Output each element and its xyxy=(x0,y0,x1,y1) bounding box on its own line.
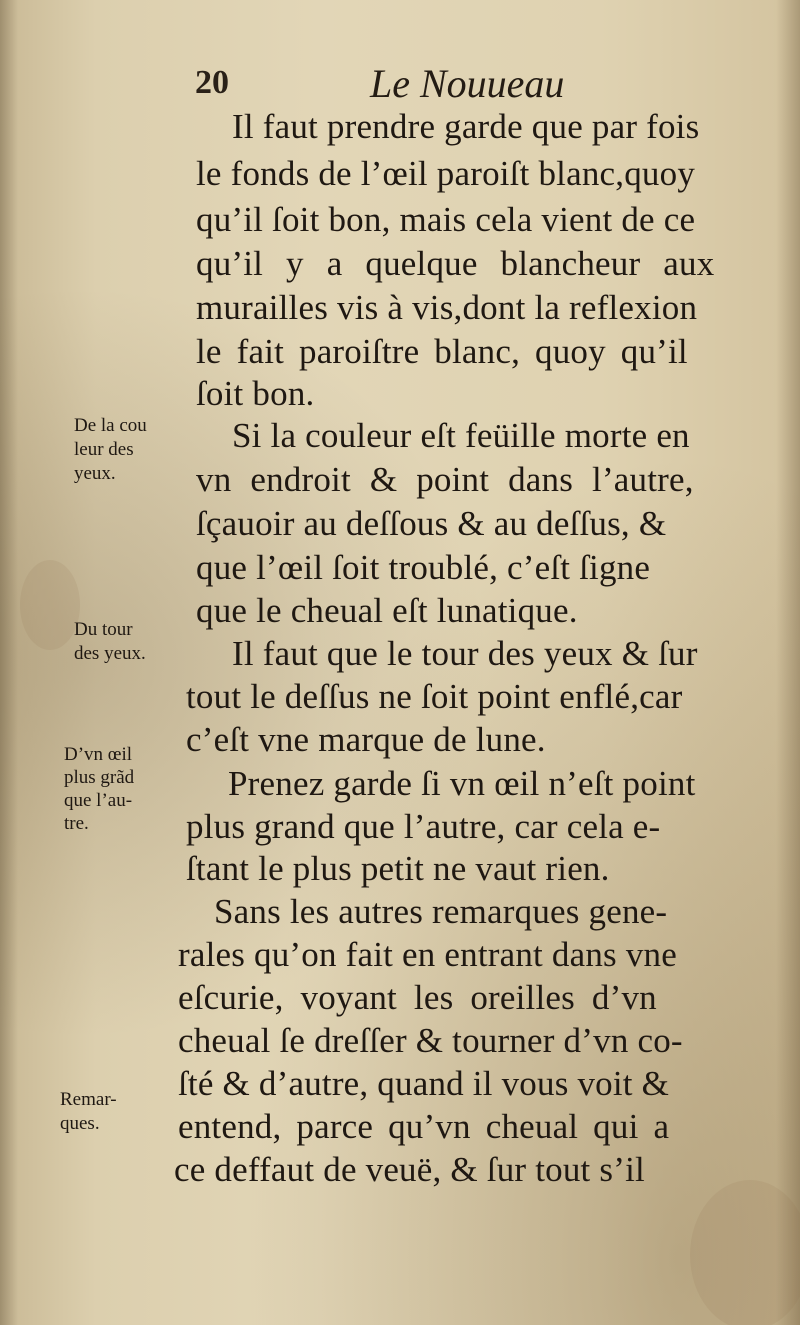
margin-note-line: plus grãd xyxy=(64,767,135,788)
text-line: Sans les autres remarques gene- xyxy=(214,892,668,931)
margin-note-line: leur des xyxy=(74,439,134,460)
text-line: tout le deſſus ne ſoit point enflé,car xyxy=(186,677,683,716)
text-line: murailles vis à vis,dont la reflexion xyxy=(196,288,698,327)
text-line: le fait paroiſtre blanc, quoy qu’il xyxy=(196,332,688,371)
text-line: entend, parce qu’vn cheual qui a xyxy=(178,1107,670,1146)
margin-note-line: Remar- xyxy=(60,1089,117,1110)
text-line: que le cheual eſt lunatique. xyxy=(196,591,578,630)
margin-note-line: Du tour xyxy=(74,619,133,640)
text-line: que l’œil ſoit troublé, c’eſt ſigne xyxy=(196,548,651,587)
text-line: eſcurie, voyant les oreilles d’vn xyxy=(178,978,657,1017)
text-line: qu’il ſoit bon, mais cela vient de ce xyxy=(196,200,696,239)
text-line: ce deffaut de veuë, & ſur tout s’il xyxy=(174,1150,645,1189)
text-line: cheual ſe dreſſer & tourner d’vn co- xyxy=(178,1021,683,1060)
text-line: Si la couleur eſt feüille morte en xyxy=(232,416,690,455)
text-line: vn endroit & point dans l’autre, xyxy=(196,460,694,499)
text-line: Prenez garde ſi vn œil n’eſt point xyxy=(228,764,696,803)
text-line: ſçauoir au deſſous & au deſſus, & xyxy=(196,504,667,543)
page-number: 20 xyxy=(195,64,229,101)
text-line: ſté & d’autre, quand il vous voit & xyxy=(178,1064,670,1103)
text-line: rales qu’on fait en entrant dans vne xyxy=(178,935,677,974)
text-line: c’eſt vne marque de lune. xyxy=(186,720,546,759)
margin-note-line: que l’au- xyxy=(64,790,133,811)
margin-note-line: tre. xyxy=(64,813,89,834)
margin-note-line: ques. xyxy=(60,1113,100,1134)
text-line: ſtant le plus petit ne vaut rien. xyxy=(186,849,610,888)
text-line: ſoit bon. xyxy=(196,374,315,413)
text-line: le fonds de l’œil paroiſt blanc,quoy xyxy=(196,154,696,193)
margin-note-line: des yeux. xyxy=(74,643,146,664)
text-line: Il faut que le tour des yeux & ſur xyxy=(232,634,698,673)
running-title: Le Nouueau xyxy=(370,61,565,106)
text-line: plus grand que l’autre, car cela e- xyxy=(186,807,661,846)
margin-note-line: yeux. xyxy=(74,463,116,484)
margin-note-line: D’vn œil xyxy=(64,744,133,765)
text-line: qu’il y a quelque blancheur aux xyxy=(196,244,715,283)
margin-note-line: De la cou xyxy=(74,415,147,436)
text-line: Il faut prendre garde que par fois xyxy=(232,107,700,146)
